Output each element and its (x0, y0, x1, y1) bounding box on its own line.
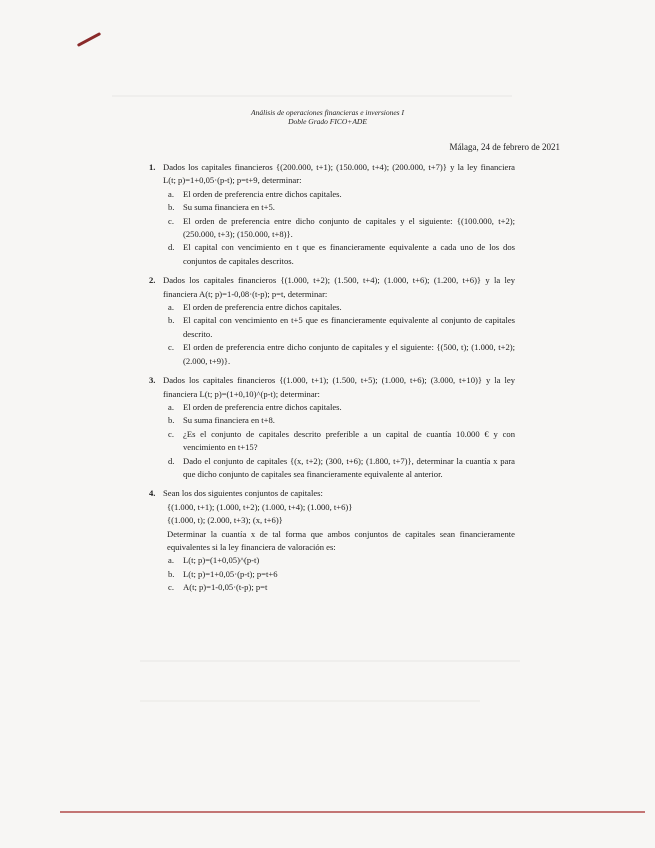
question-item (163, 301, 515, 314)
question-item (163, 314, 515, 341)
question-item (163, 201, 515, 214)
item-label: a. (168, 188, 174, 199)
exercise-list (149, 161, 515, 601)
question-item (163, 188, 515, 201)
bleed-through-line (112, 95, 512, 97)
question-4 (149, 487, 515, 594)
question-number: 4. (149, 488, 156, 499)
item-text: El capital con vencimiento en t+5 que es financieramente equivalente al conjunto de capitales descrito. (183, 315, 515, 339)
item-label: c. (168, 342, 174, 353)
item-label: a. (168, 302, 174, 313)
question-item (163, 554, 515, 567)
question-item (163, 241, 515, 268)
item-text: El orden de preferencia entre dichos capitales. (183, 401, 342, 412)
question-items (163, 554, 515, 594)
item-label: b. (168, 568, 175, 579)
capital-set-1: {(1.000, t+1); (1.000, t+2); (1.000, t+4); (1.000, t+6)} (167, 501, 353, 512)
red-bottom-line (60, 811, 645, 813)
question-statement: Sean los dos siguientes conjuntos de capitales: (163, 488, 323, 499)
item-label: d. (168, 455, 175, 466)
bleed-through-line (140, 700, 480, 702)
question-item (163, 428, 515, 455)
item-label: b. (168, 315, 175, 326)
question-items (163, 401, 515, 481)
capital-set-2: {(1.000, t); (2.000, t+3); (x, t+6)} (167, 515, 283, 526)
question-item (163, 341, 515, 368)
item-text: Dado el conjunto de capitales {(x, t+2); (300, t+6); (1.800, t+7)}, determinar la cuantía x para que dicho conjunto de capitales sea financieramente equivalente al anterior. (183, 455, 515, 479)
course-title: Análisis de operaciones financieras e inversiones I (251, 108, 404, 117)
item-text: A(t; p)=1-0,05·(t-p); p=t (183, 582, 268, 593)
question-item (163, 215, 515, 242)
question-number: 1. (149, 162, 156, 172)
item-label: d. (168, 242, 175, 253)
question-instruction: Determinar la cuantía x de tal forma que ambos conjuntos de capitales sean financieramente equivalentes si la ley financiera de valoración es: (167, 528, 515, 552)
item-text: El orden de preferencia entre dicho conjunto de capitales y el siguiente: {(500, t); (1.000, t+2); (2.000, t+9)}. (183, 342, 515, 366)
question-statement: Dados los capitales financieros {(1.000, t+2); (1.500, t+4); (1.000, t+6); (1.200, t+6)} y la ley financiera A(t; p)=1-0,08·(t-p); p=t, determinar: (163, 275, 515, 299)
question-item (163, 401, 515, 414)
item-text: El orden de preferencia entre dichos capitales. (183, 188, 342, 199)
item-label: b. (168, 415, 175, 426)
question-items (163, 188, 515, 268)
item-label: b. (168, 202, 175, 213)
question-number: 3. (149, 375, 156, 386)
question-item (163, 455, 515, 482)
question-statement: Dados los capitales financieros {(200.000, t+1); (150.000, t+4); (200.000, t+7)} y la ley financiera L(t; p)=1+0,05·(p-t); p=t+9, determinar: (163, 162, 515, 186)
item-label: a. (168, 401, 174, 412)
item-text: L(t; p)=(1+0,05)^(p-t) (183, 555, 260, 566)
item-label: c. (168, 428, 174, 439)
red-pen-mark (77, 32, 101, 47)
date-line: Málaga, 24 de febrero de 2021 (449, 142, 560, 152)
question-2 (149, 274, 515, 368)
document-header (0, 108, 655, 126)
item-text: El orden de preferencia entre dicho conjunto de capitales y el siguiente: {(100.000, t+2); (250.000, t+3); (150.000, t+8)}. (183, 215, 515, 240)
item-text: El capital con vencimiento en t que es financieramente equivalente a cada uno de los dos conjuntos de capitales descritos. (183, 242, 515, 266)
question-number: 2. (149, 275, 156, 286)
bleed-through-line (140, 660, 520, 662)
question-item (163, 414, 515, 427)
question-items (163, 301, 515, 368)
item-label: c. (168, 582, 174, 593)
item-text: Su suma financiera en t+5. (183, 202, 275, 213)
question-3 (149, 374, 515, 481)
item-label: a. (168, 555, 174, 566)
item-text: Su suma financiera en t+8. (183, 415, 275, 426)
question-statement: Dados los capitales financieros {(1.000, t+1); (1.500, t+5); (1.000, t+6); (3.000, t+10)} y la ley financiera L(t; p)=(1+0,10)^(p-t); determinar: (163, 375, 515, 399)
item-text: ¿Es el conjunto de capitales descrito preferible a un capital de cuantía 10.000 € y con vencimiento en t+15? (183, 428, 515, 453)
item-text: El orden de preferencia entre dichos capitales. (183, 302, 342, 313)
question-item (163, 568, 515, 581)
question-item (163, 581, 515, 594)
question-1 (149, 161, 515, 268)
item-text: L(t; p)=1+0,05·(p-t); p=t+6 (183, 568, 278, 579)
item-label: c. (168, 215, 174, 226)
degree-title: Doble Grado FICO+ADE (288, 117, 367, 126)
